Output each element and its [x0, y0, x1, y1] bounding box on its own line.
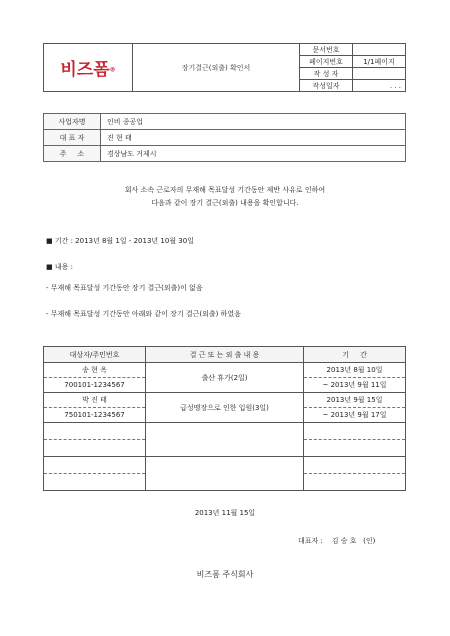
issue-date: 2013년 11월 15일 [194, 509, 256, 517]
document-header [43, 43, 406, 92]
registered-mark: ® [109, 66, 116, 74]
table-row [44, 457, 406, 474]
subject-id [44, 440, 146, 457]
meta-value-page-number: 1/1페이지 [353, 56, 406, 68]
column-header-subject: 대상자/주민번호 [44, 347, 146, 363]
absence-reason [146, 457, 304, 491]
period-end [304, 440, 406, 457]
representative-signature: 대표자 : 김 승 호 (인) [298, 537, 376, 545]
period-line: ■ 기간 : 2013년 8월 1일 - 2013년 10월 30일 [46, 237, 194, 245]
subject-id [44, 474, 146, 491]
absence-reason: 출산 휴가(2일) [146, 363, 304, 393]
address-value: 경상남도 거제시 [101, 146, 406, 162]
table-header-row [44, 347, 406, 363]
subject-name [44, 457, 146, 474]
column-header-content: 결 근 또 는 외 출 내 용 [146, 347, 304, 363]
subject-name [44, 423, 146, 440]
document-title: 장기결근(외출) 확인서 [133, 44, 300, 92]
meta-value-doc-number [353, 44, 406, 56]
period-start: 2013년 9월 15일 [304, 393, 406, 408]
table-row [44, 363, 406, 378]
period-start [304, 423, 406, 440]
column-header-period: 기 간 [304, 347, 406, 363]
period-end: ~ 2013년 9월 11일 [304, 378, 406, 393]
intro-line-1: 회사 소속 근로자의 무재해 목표달성 기간동안 제반 사유로 인하여 [124, 186, 326, 194]
table-row [44, 393, 406, 408]
logo-text: 비즈폼 [60, 60, 110, 80]
representative-value: 진 현 태 [101, 130, 406, 146]
subject-name: 박 진 태 [44, 393, 146, 408]
subject-name: 송 현 옥 [44, 363, 146, 378]
company-name-value: 인비 종공업 [101, 114, 406, 130]
logo [44, 44, 133, 92]
meta-label-author: 작 성 자 [300, 68, 353, 80]
company-info-table [43, 113, 406, 162]
content-heading: ■ 내용 : [46, 263, 73, 271]
period-end: ~ 2013년 9월 17일 [304, 408, 406, 423]
company-name-label: 사업자명 [44, 114, 101, 130]
meta-label-date: 작성일자 [300, 80, 353, 92]
company-signature: 비즈폼 주식회사 [196, 570, 254, 579]
period-end [304, 474, 406, 491]
address-label: 주 소 [44, 146, 101, 162]
meta-label-page-number: 페이지번호 [300, 56, 353, 68]
absence-table [43, 346, 406, 491]
absence-reason [146, 423, 304, 457]
content-item-2: - 무재해 목표달성 기간동안 아래와 같이 장기 결근(외출) 하였음 [46, 310, 241, 318]
content-item-1: - 무재해 목표달성 기간동안 장기 결근(외출)이 없음 [46, 284, 203, 292]
period-start [304, 457, 406, 474]
table-row [44, 423, 406, 440]
intro-line-2: 다음과 같이 장기 결근(외출) 내용을 확인합니다. [151, 199, 299, 207]
subject-id: 700101-1234567 [44, 378, 146, 393]
representative-label: 대 표 자 [44, 130, 101, 146]
meta-label-doc-number: 문서번호 [300, 44, 353, 56]
subject-id: 750101-1234567 [44, 408, 146, 423]
meta-value-author [353, 68, 406, 80]
absence-reason: 급성맹장으로 인한 입원(3일) [146, 393, 304, 423]
period-start: 2013년 8월 10일 [304, 363, 406, 378]
meta-value-date: . . . [353, 80, 406, 92]
